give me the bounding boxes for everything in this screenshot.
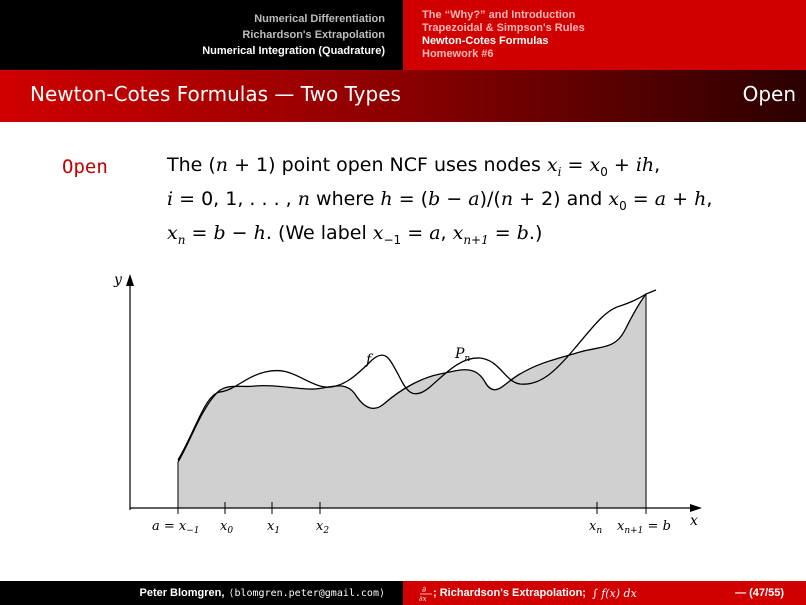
shaded-region	[178, 294, 646, 508]
footer-author	[0, 581, 403, 605]
footer-bar	[0, 581, 806, 605]
y-axis-arrow	[126, 274, 134, 286]
slide-tag: Open	[742, 82, 796, 106]
tick-label-a-x-minus-1: $a = x_{-1}$	[152, 519, 200, 536]
section-link-numerical-integration[interactable]: Numerical Integration (Quadrature)	[202, 45, 385, 57]
tick-label-xn: $x_n$	[589, 519, 603, 536]
footer-course	[403, 581, 806, 605]
page-number: — (47/55)	[735, 587, 784, 599]
slide-title: Newton-Cotes Formulas — Two Types	[30, 82, 401, 106]
tick-label-xn1-b: $x_{n+1} = b$	[617, 519, 671, 536]
integral-symbol: ∫ f(x) dx	[591, 586, 637, 600]
tick-label-x1: $x_1$	[267, 519, 281, 536]
svg-text:∂: ∂	[422, 585, 427, 594]
subsection-link-trapezoidal-simpson[interactable]: Trapezoidal & Simpson's Rules	[422, 22, 585, 34]
section-nav	[0, 0, 403, 70]
open-ncf-figure	[100, 262, 720, 552]
y-axis-label: y	[114, 272, 122, 288]
partial-derivative-icon	[419, 584, 433, 602]
top-nav-bar	[0, 0, 806, 70]
tick-label-x2: $x_2$	[316, 519, 330, 536]
section-link-richardson-extrapolation[interactable]: Richardson's Extrapolation	[242, 29, 385, 41]
subsection-link-newton-cotes[interactable]: Newton-Cotes Formulas	[422, 35, 549, 47]
section-link-numerical-differentiation[interactable]: Numerical Differentiation	[254, 13, 385, 25]
pn-curve-label: $P_n$	[455, 346, 471, 364]
subsection-link-homework[interactable]: Homework #6	[422, 48, 494, 60]
definition-label: Open	[62, 156, 108, 178]
svg-text:∂x: ∂x	[419, 595, 427, 602]
f-curve-label: f	[366, 352, 372, 368]
author-name: Peter Blomgren,	[139, 587, 225, 599]
subsection-nav	[403, 0, 806, 70]
slide-title-bar	[0, 70, 806, 122]
x-axis-label: x	[690, 513, 698, 529]
course-title: ; Richardson's Extrapolation;	[433, 587, 586, 599]
tick-label-x0: $x_0$	[220, 519, 234, 536]
subsection-link-why-introduction[interactable]: The “Why?” and Introduction	[422, 9, 576, 21]
definition-text: The (n + 1) point open NCF uses nodes $x_i = x_0$ + ih, i = 0, 1, . . . , n where h = (b − a)/(n + 2) and $x_0 = a + h$, $x_n = b - h$. (We label $x_{-1} = a$, $x_{n+1} = b$.)	[167, 154, 713, 247]
x-axis-arrow	[690, 504, 702, 512]
author-email[interactable]: ⟨blomgren.peter@gmail.com⟩	[228, 587, 385, 599]
